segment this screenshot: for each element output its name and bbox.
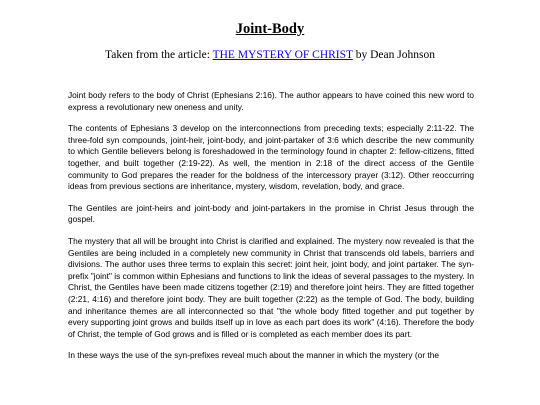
source-prefix: Taken from the article: bbox=[105, 49, 213, 61]
source-author: by Dean Johnson bbox=[352, 49, 435, 61]
page-title: Joint-Body bbox=[235, 21, 305, 37]
paragraph: Joint body refers to the body of Christ (Ephesians 2:16). The author appears to have coined this new word to express a revolutionary new oneness and unity. bbox=[68, 90, 474, 112]
article-link[interactable]: THE MYSTERY OF CHRIST bbox=[212, 49, 353, 61]
paragraph: The mystery that all will be brought into Christ is clarified and explained. The mystery now revealed is that the Gentiles are being included in a completely new community in Christ that transcends old labels, barriers and divisions. The author uses three terms to explain this secret: joint heir, joint body, and joint partaker. The syn-prefix "joint" is common within Ephesians and functions to link the ideas of several passages to the mystery. In Christ, the Gentiles have been made citizens together (2:19) and therefore joint heirs. They are fitted together (2:21, 4:16) and therefore joint body. They are built together (2:22) as the temple of God. The body, building and inheritance themes are all interconnected so that "the whole body fitted together and put together by every supporting joint grows and builds itself up in love as each part does its work" (4:16). Therefore the body of Christ, the temple of God grows and is filled or is completed as each member does its part. bbox=[68, 235, 475, 339]
paragraph: The Gentiles are joint-heirs and joint-body and joint-partakers in the promise in Christ Jesus through the gospel. bbox=[68, 202, 474, 225]
source-attribution bbox=[0, 47, 540, 63]
article-body bbox=[68, 90, 474, 372]
paragraph: The contents of Ephesians 3 develop on the interconnections from preceding texts; especially 2:11-22. The three-fold syn compounds, joint-heir, joint-body, and joint-partaker of 3:6 which describe the new community to which Gentile believers belong is foreshadowed in the terminology found in chapter 2: fellow-citizens, fitted together, and built together (2:19-22). As well, the mention in 2:18 of the direct access of the Gentile community to God prepares the reader for the boldness of the intercessory prayer (3:12). Other reoccurring ideas from previous sections are inheritance, mystery, wisdom, revelation, body, and grace. bbox=[68, 123, 474, 192]
paragraph: In these ways the use of the syn-prefixes reveal much about the manner in which the mystery (or the bbox=[68, 350, 440, 361]
